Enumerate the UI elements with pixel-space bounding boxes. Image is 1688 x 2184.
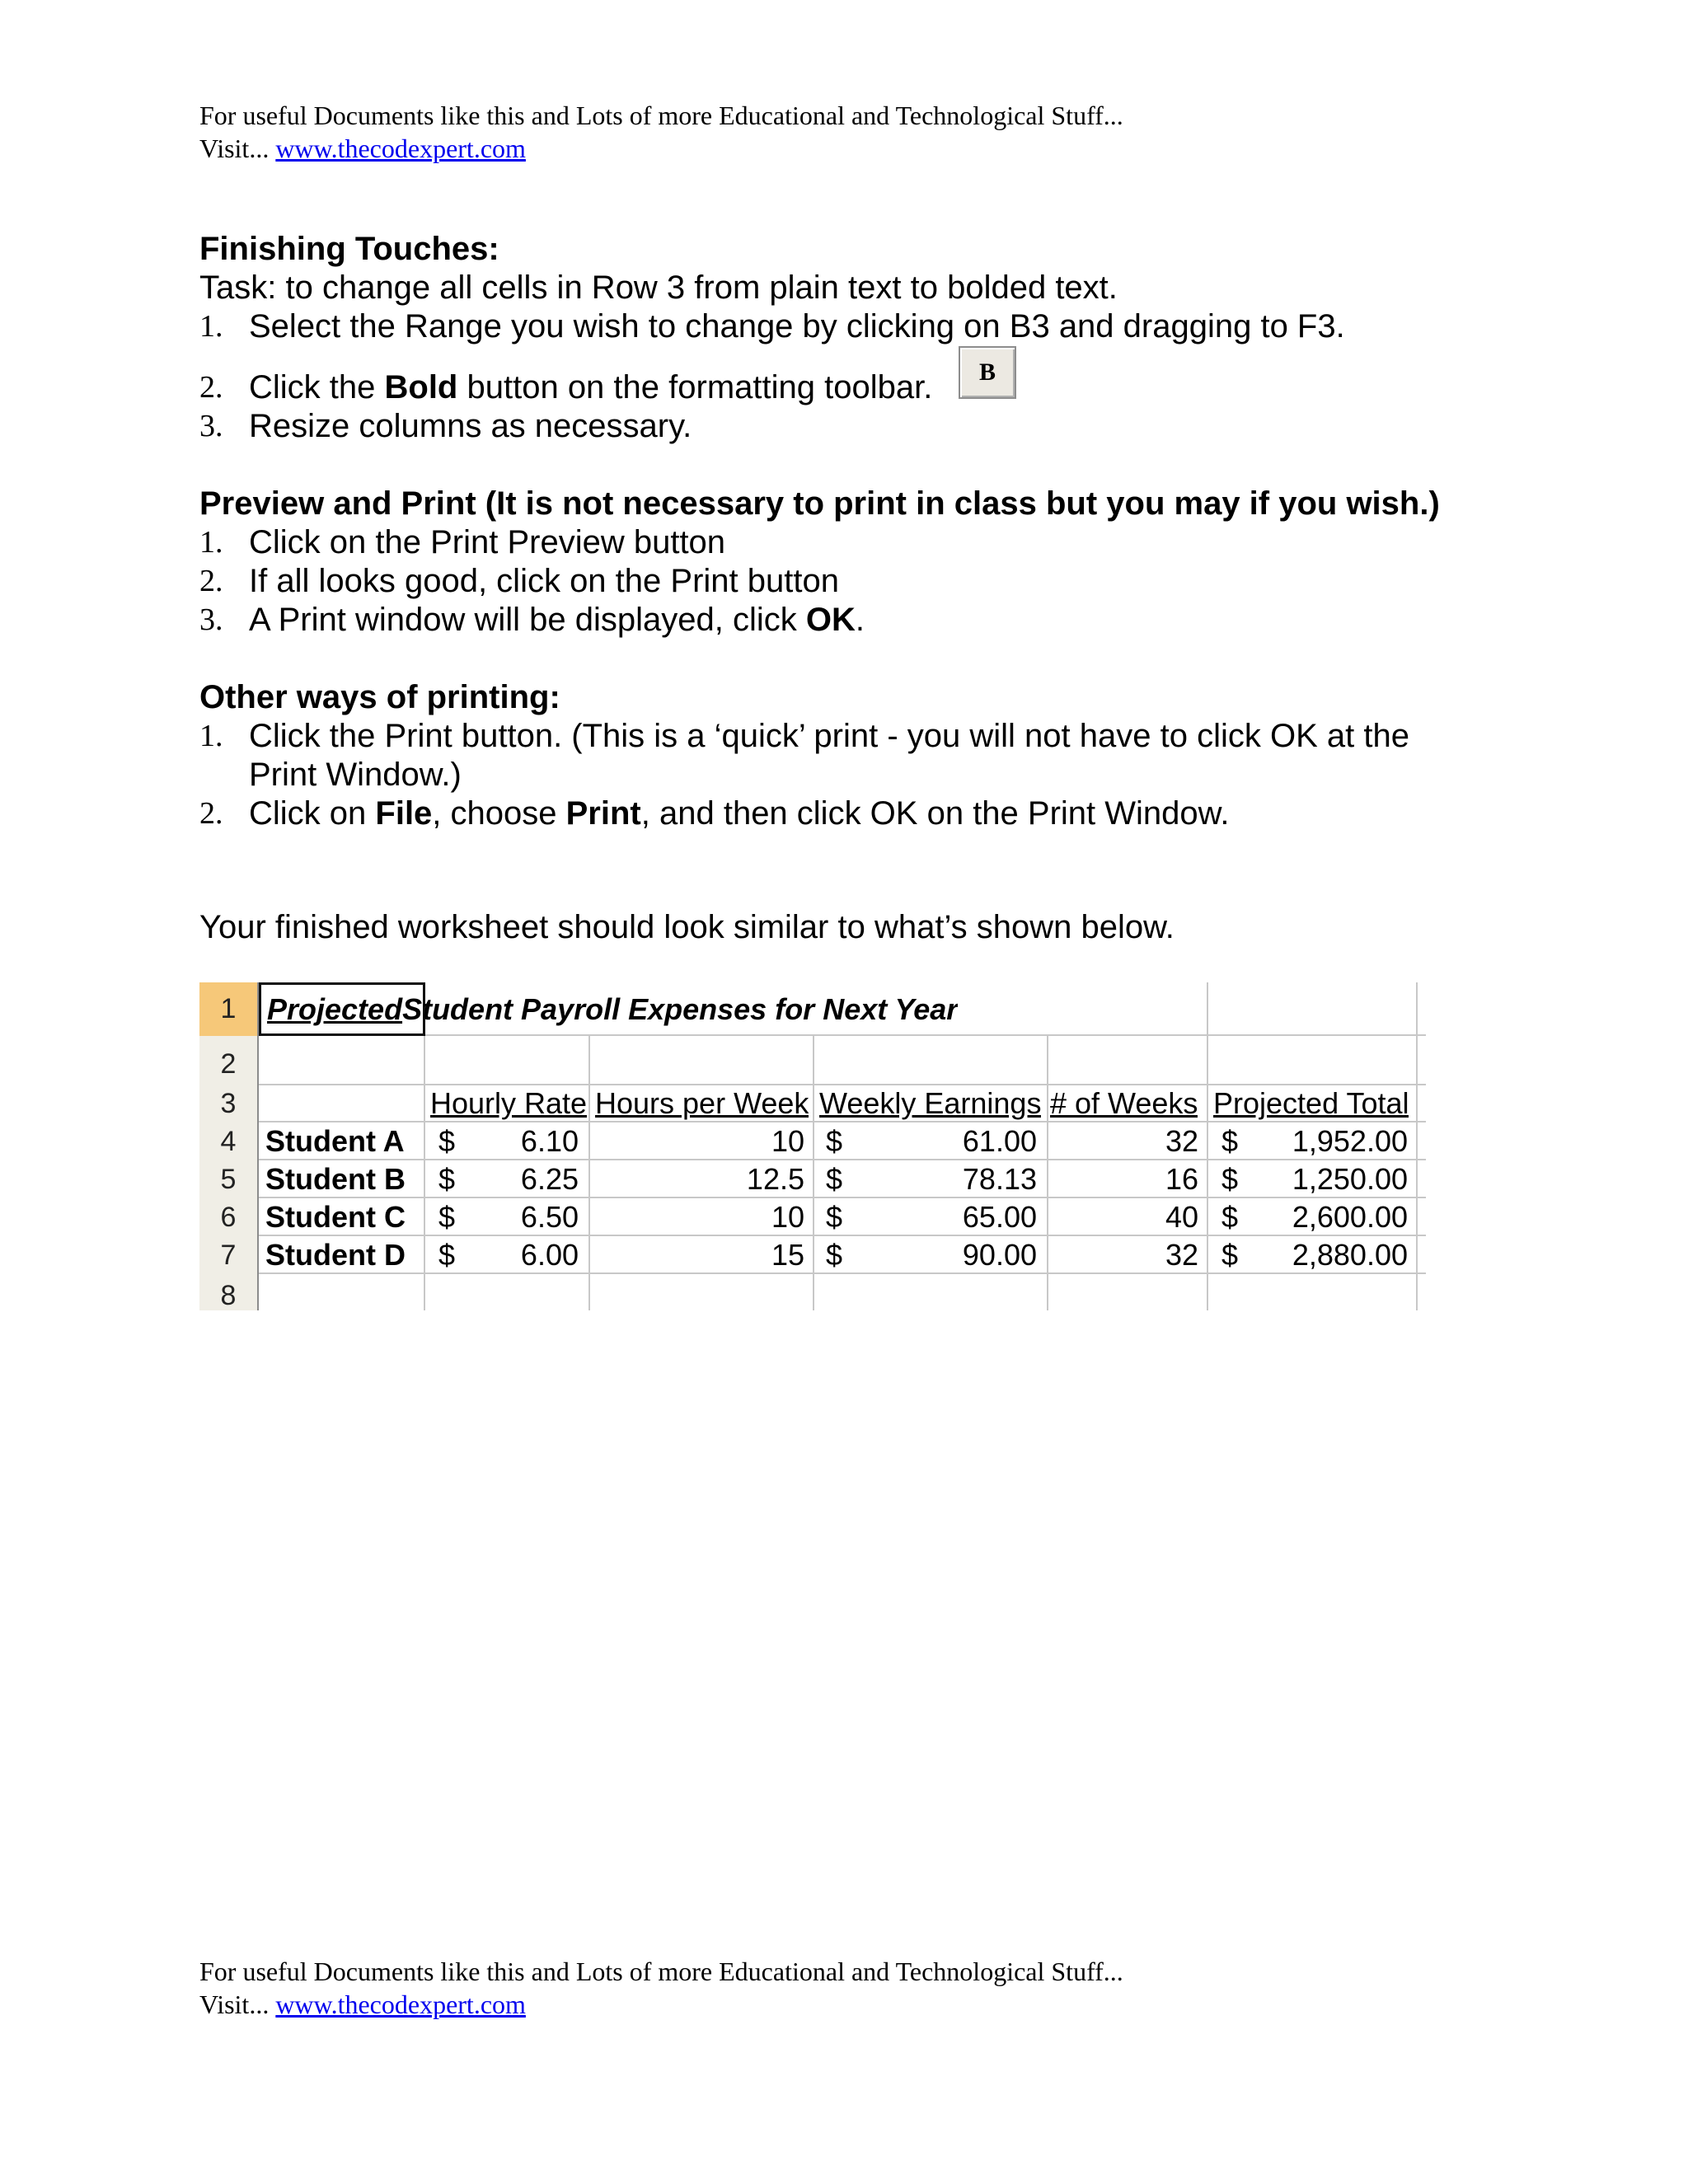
hours-value: 12.5 [746, 1162, 804, 1196]
step-text [249, 601, 865, 640]
projected-total-value: 1,250.00 [1292, 1162, 1408, 1196]
currency-symbol: $ [438, 1124, 456, 1158]
currency-symbol: $ [1221, 1200, 1239, 1234]
step-number: 1. [199, 719, 223, 753]
step-text: Click on the Print Preview button [249, 524, 726, 560]
weekly-earnings-value: 90.00 [962, 1238, 1037, 1272]
step-number: 3. [199, 602, 223, 637]
weekly-earnings-value: 61.00 [962, 1124, 1037, 1158]
visit-label: Visit... [199, 134, 270, 163]
header-link[interactable]: www.thecodexpert.com [275, 134, 526, 163]
step-number: 1. [199, 525, 223, 560]
student-name: Student D [265, 1238, 406, 1272]
header-line: For useful Documents like this and Lots of more Educational and Technological Stuff... [199, 101, 1123, 130]
footer-visit [199, 1988, 526, 2021]
grid-line [813, 1034, 814, 1310]
col-header-hourly-rate: Hourly Rate [430, 1086, 588, 1120]
preview-heading: Preview and Print (It is not necessary to print in class but you may if you wish.) [199, 485, 1440, 522]
row-header-6: 6 [199, 1198, 259, 1236]
weeks-value: 40 [1165, 1200, 1198, 1234]
projected-total-value: 2,880.00 [1292, 1238, 1408, 1272]
sheet-title-part2: Student Payroll Expenses for Next Year [402, 992, 959, 1026]
sheet-title [267, 989, 958, 1030]
grid-line [424, 1034, 425, 1310]
col-header-projected-total: Projected Total [1213, 1086, 1409, 1120]
step-number: 2. [199, 564, 223, 598]
weeks-value: 16 [1165, 1162, 1198, 1196]
step-text-pre: A Print window will be displayed, click [249, 602, 806, 638]
grid-line [1416, 982, 1418, 1310]
col-header-weeks: # of Weeks [1050, 1086, 1198, 1120]
weekly-earnings-value: 65.00 [962, 1200, 1037, 1234]
worksheet-screenshot [199, 982, 1426, 1310]
currency-symbol: $ [1221, 1162, 1239, 1196]
weekly-earnings-value: 78.13 [962, 1162, 1037, 1196]
currency-symbol: $ [1221, 1124, 1239, 1158]
step-text-post: button on the formatting toolbar. [457, 369, 933, 405]
row-header-8: 8 [199, 1274, 259, 1310]
projected-total-value: 2,600.00 [1292, 1200, 1408, 1234]
grid-line [588, 1034, 590, 1310]
step-text-post: . [855, 602, 865, 638]
step-text-mid: , choose [432, 795, 566, 832]
step-text: Select the Range you wish to change by clicking on B3 and dragging to F3. [249, 308, 1345, 344]
grid-line [1047, 1034, 1048, 1310]
footer-line: For useful Documents like this and Lots of more Educational and Technological Stuff... [199, 1957, 1123, 1986]
header-visit [199, 132, 526, 165]
hours-value: 10 [771, 1124, 804, 1158]
step-text [249, 794, 1229, 833]
student-name: Student B [265, 1162, 406, 1196]
col-header-weekly-earnings: Weekly Earnings [819, 1086, 1042, 1120]
hourly-rate-value: 6.50 [520, 1200, 579, 1234]
step-text: Print Window.) [249, 757, 462, 793]
hours-value: 10 [771, 1200, 804, 1234]
step-number: 2. [199, 370, 223, 405]
currency-symbol: $ [826, 1200, 843, 1234]
row-header-4: 4 [199, 1122, 259, 1160]
step-text-bold: Print [565, 795, 641, 832]
finishing-task: Task: to change all cells in Row 3 from plain text to bolded text. [199, 269, 1118, 306]
finishing-heading: Finishing Touches: [199, 231, 499, 267]
weeks-value: 32 [1165, 1124, 1198, 1158]
step-number: 2. [199, 796, 223, 831]
step-text-bold: File [375, 795, 433, 832]
currency-symbol: $ [826, 1124, 843, 1158]
step-text-bold: OK [805, 602, 856, 638]
other-heading: Other ways of printing: [199, 679, 560, 715]
step-text-pre: Click the [249, 369, 385, 405]
currency-symbol: $ [438, 1162, 456, 1196]
finished-note: Your finished worksheet should look similar to what’s shown below. [199, 909, 1175, 945]
grid-line [1207, 982, 1208, 1310]
student-name: Student C [265, 1200, 406, 1234]
step-number: 3. [199, 409, 223, 443]
hours-value: 15 [771, 1238, 804, 1272]
step-text: Click the Print button. (This is a ‘quick’ print - you will not have to click OK at the [249, 718, 1409, 754]
row-header-1: 1 [199, 982, 259, 1036]
currency-symbol: $ [826, 1162, 843, 1196]
col-header-hours-per-week: Hours per Week [595, 1086, 809, 1120]
footer-link[interactable]: www.thecodexpert.com [275, 1990, 526, 2019]
hourly-rate-value: 6.00 [520, 1238, 579, 1272]
projected-total-value: 1,952.00 [1292, 1124, 1408, 1158]
visit-label: Visit... [199, 1990, 270, 2019]
student-name: Student A [265, 1124, 405, 1158]
bold-button-label: B [978, 359, 996, 386]
step-text: Resize columns as necessary. [249, 408, 692, 444]
sheet-title-part1: Projected [267, 992, 403, 1026]
step-text [249, 368, 932, 407]
weeks-value: 32 [1165, 1238, 1198, 1272]
bold-button-image [959, 346, 1016, 399]
currency-symbol: $ [438, 1200, 456, 1234]
grid-line [259, 1034, 1426, 1036]
hourly-rate-value: 6.10 [520, 1124, 579, 1158]
hourly-rate-value: 6.25 [520, 1162, 579, 1196]
step-text: If all looks good, click on the Print button [249, 563, 839, 599]
row-header-5: 5 [199, 1160, 259, 1198]
row-header-7: 7 [199, 1236, 259, 1274]
currency-symbol: $ [438, 1238, 456, 1272]
row-header-3: 3 [199, 1085, 259, 1122]
step-number: 1. [199, 309, 223, 344]
row-header-2: 2 [199, 1036, 259, 1085]
currency-symbol: $ [826, 1238, 843, 1272]
step-text-bold: Bold [384, 369, 458, 405]
currency-symbol: $ [1221, 1238, 1239, 1272]
step-text-post: , and then click OK on the Print Window. [640, 795, 1230, 832]
step-text-pre: Click on [249, 795, 376, 832]
